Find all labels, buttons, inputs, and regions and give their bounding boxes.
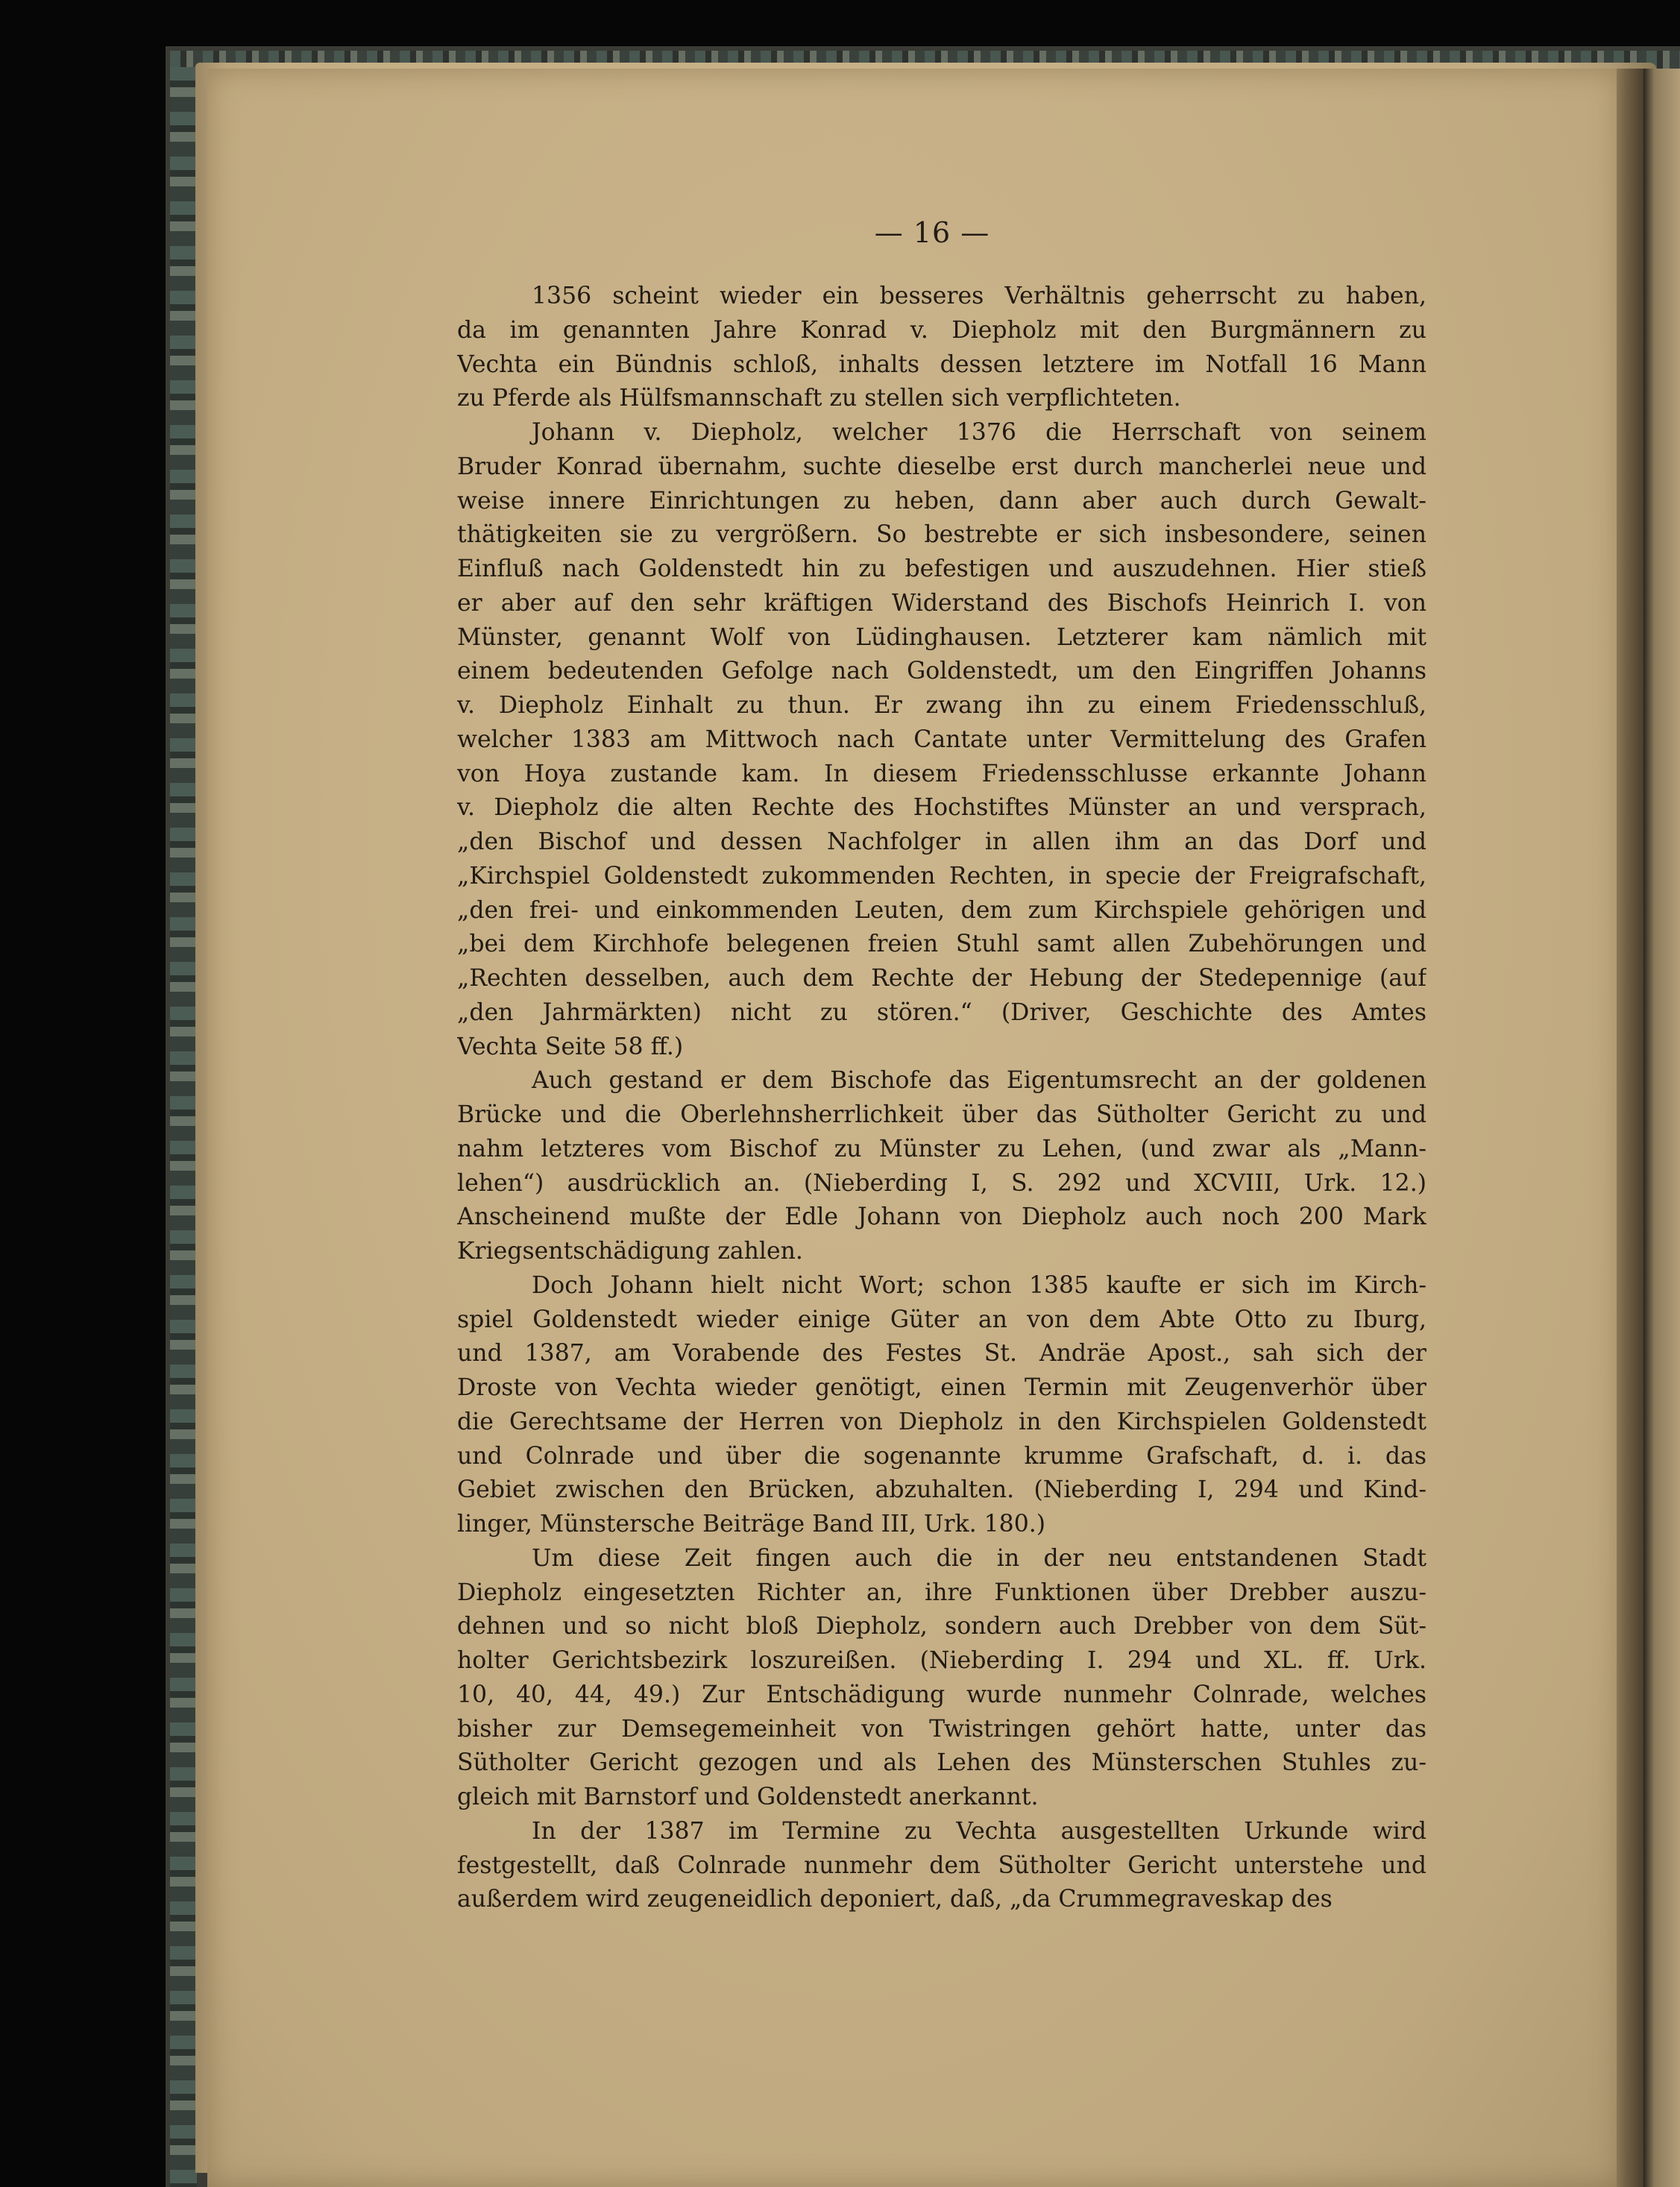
text-line: „Rechten desselben, auch dem Rechte der Hebung der Stedepennige (auf: [457, 965, 1426, 992]
text-line: linger, Münstersche Beiträge Band III, Urk. 180.): [457, 1511, 1046, 1538]
text-line: Droste von Vechta wieder genötigt, einen Termin mit Zeugenverhör über: [457, 1374, 1426, 1401]
text-line: Um diese Zeit fingen auch die in der neu entstandenen Stadt: [532, 1544, 1426, 1572]
text-line: bisher zur Demsegemeinheit von Twistringen gehört hatte, unter das: [457, 1715, 1426, 1743]
text-line: zu Pferde als Hülfsmannschaft zu stellen sich verpflichteten.: [457, 385, 1181, 412]
text-line: Auch gestand er dem Bischofe das Eigentumsrecht an der goldenen: [532, 1067, 1426, 1095]
text-line: Münster, genannt Wolf von Lüdinghausen. Letzterer kam nämlich mit: [457, 623, 1426, 651]
text-line: „den Bischof und dessen Nachfolger in allen ihm an das Dorf und: [457, 828, 1426, 855]
text-line: welcher 1383 am Mittwoch nach Cantate unter Vermittelung des Grafen: [457, 726, 1426, 753]
text-line: Doch Johann hielt nicht Wort; schon 1385 kaufte er sich im Kirch-: [532, 1271, 1426, 1299]
text-line: 1356 scheint wieder ein besseres Verhältnis geherrscht zu haben,: [532, 283, 1426, 309]
paragraph: [457, 1269, 1426, 1542]
body-text: [457, 280, 1426, 1917]
paragraph: [457, 1064, 1426, 1269]
text-line: Anscheinend mußte der Edle Johann von Diepholz auch noch 200 Mark: [457, 1203, 1426, 1231]
text-line: festgestellt, daß Colnrade nunmehr dem Sütholter Gericht unterstehe und: [457, 1851, 1426, 1879]
text-line: und 1387, am Vorabende des Festes St. Andräe Apost., sah sich der: [457, 1340, 1426, 1368]
text-line: Brücke und die Oberlehnsherrlichkeit über das Sütholter Gericht zu und: [457, 1101, 1426, 1128]
text-line: Sütholter Gericht gezogen und als Lehen des Münsterschen Stuhles zu-: [457, 1749, 1426, 1777]
text-line: Vechta ein Bündnis schloß, inhalts dessen letztere im Notfall 16 Mann: [457, 350, 1426, 378]
page-gutter: [1617, 69, 1643, 2187]
facing-page-edge: [1643, 69, 1680, 2187]
text-line: Kriegsentschädigung zahlen.: [457, 1238, 803, 1265]
text-line: Einfluß nach Goldenstedt hin zu befestigen und auszudehnen. Hier stieß: [457, 556, 1426, 582]
text-line: außerdem wird zeugeneidlich deponiert, daß, „da Crummegraveskap des: [457, 1886, 1333, 1913]
text-line: Johann v. Diepholz, welcher 1376 die Herrschaft von seinem: [532, 419, 1426, 446]
text-line: v. Diepholz die alten Rechte des Hochstiftes Münster an und versprach,: [457, 794, 1426, 822]
text-line: „bei dem Kirchhofe belegenen freien Stuhl samt allen Zubehörungen und: [457, 931, 1426, 958]
paragraph: [457, 1542, 1426, 1815]
text-line: „den frei- und einkommenden Leuten, dem zum Kirchspiele gehörigen und: [457, 896, 1426, 924]
text-line: „den Jahrmärkten) nicht zu stören.“ (Driver, Geschichte des Amtes: [457, 998, 1426, 1026]
text-line: einem bedeutenden Gefolge nach Goldenstedt, um den Eingriffen Johanns: [457, 658, 1426, 685]
page-number: — 16 —: [874, 216, 990, 249]
text-line: weise innere Einrichtungen zu heben, dann aber auch durch Gewalt-: [457, 487, 1426, 515]
text-line: spiel Goldenstedt wieder einige Güter an von dem Abte Otto zu Iburg,: [457, 1306, 1426, 1333]
paragraph: [457, 416, 1426, 1064]
text-line: die Gerechtsame der Herren von Diepholz in den Kirchspielen Goldenstedt: [457, 1408, 1426, 1435]
text-line: von Hoya zustande kam. In diesem Friedensschlusse erkannte Johann: [457, 760, 1426, 787]
marbled-cover-spine: [170, 67, 197, 2187]
text-line: und Colnrade und über die sogenannte krumme Grafschaft, d. i. das: [457, 1442, 1426, 1470]
text-line: nahm letzteres vom Bischof zu Münster zu Lehen, (und zwar als „Mann-: [457, 1135, 1426, 1162]
text-line: v. Diepholz Einhalt zu thun. Er zwang ihn zu einem Friedensschluß,: [457, 692, 1426, 719]
text-line: In der 1387 im Termine zu Vechta ausgestellten Urkunde wird: [532, 1817, 1426, 1845]
text-line: holter Gerichtsbezirk loszureißen. (Nieberding I. 294 und XL. ff. Urk.: [457, 1647, 1426, 1674]
text-line: lehen“) ausdrücklich an. (Nieberding I, S. 292 und XCVIII, Urk. 12.): [457, 1169, 1426, 1197]
text-line: „Kirchspiel Goldenstedt zukommenden Rechten, in specie der Freigrafschaft,: [457, 862, 1426, 890]
text-line: Vechta Seite 58 ff.): [457, 1033, 684, 1060]
text-line: thätigkeiten sie zu vergrößern. So bestrebte er sich insbesondere, seinen: [457, 521, 1426, 549]
text-line: Gebiet zwischen den Brücken, abzuhalten. (Nieberding I, 294 und Kind-: [457, 1476, 1426, 1504]
text-line: Bruder Konrad übernahm, suchte dieselbe erst durch mancherlei neue und: [457, 453, 1426, 480]
text-line: Diepholz eingesetzten Richter an, ihre Funktionen über Drebber auszu-: [457, 1579, 1426, 1606]
paragraph: [457, 1815, 1426, 1917]
text-line: gleich mit Barnstorf und Goldenstedt anerkannt.: [457, 1784, 1039, 1810]
text-line: er aber auf den sehr kräftigen Widerstand des Bischofs Heinrich I. von: [457, 589, 1426, 617]
text-line: da im genannten Jahre Konrad v. Diepholz mit den Burgmännern zu: [457, 316, 1426, 344]
paragraph: [457, 280, 1426, 416]
text-line: dehnen und so nicht bloß Diepholz, sondern auch Drebber von dem Süt-: [457, 1613, 1426, 1640]
text-line: 10, 40, 44, 49.) Zur Entschädigung wurde nunmehr Colnrade, welches: [457, 1681, 1426, 1708]
